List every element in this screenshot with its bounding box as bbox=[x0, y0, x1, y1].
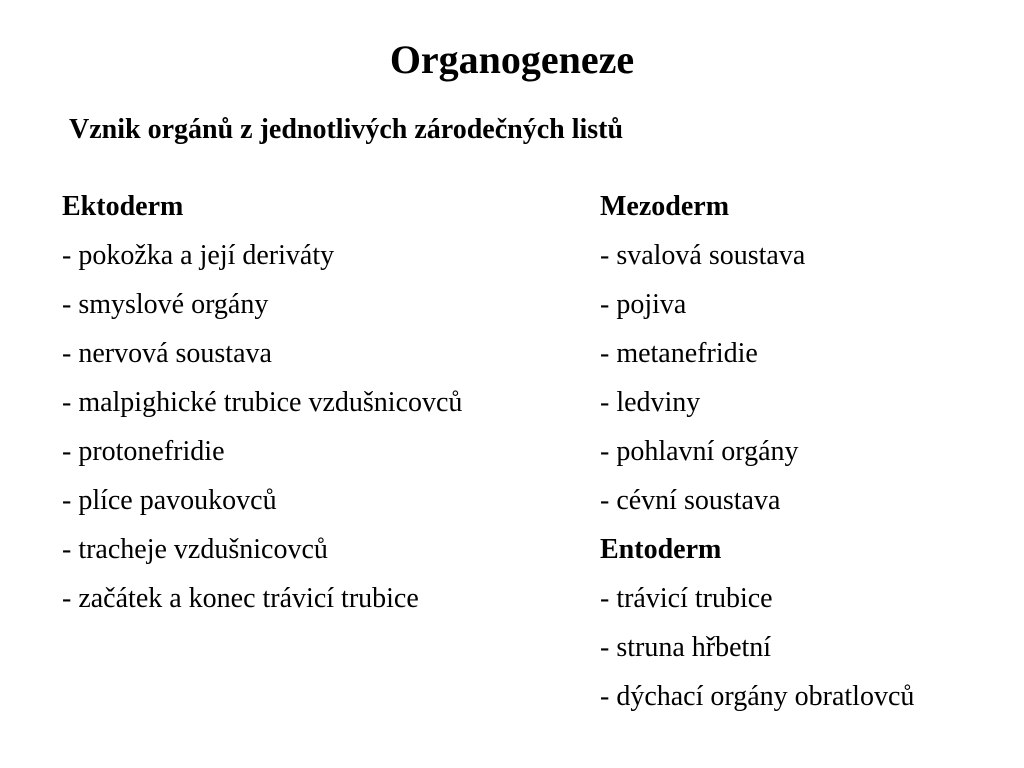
list-item: - tracheje vzdušnicovců bbox=[62, 534, 328, 565]
list-item: - svalová soustava bbox=[600, 240, 806, 271]
list-item: - cévní soustava bbox=[600, 485, 781, 516]
list-item: - nervová soustava bbox=[62, 338, 272, 369]
list-item: - smyslové orgány bbox=[62, 289, 269, 320]
list-item: - malpighické trubice vzdušnicovců bbox=[62, 387, 463, 418]
list-item: - pokožka a její deriváty bbox=[62, 240, 335, 271]
list-item: - struna hřbetní bbox=[600, 632, 772, 663]
mezoderm-entoderm-column bbox=[600, 189, 1010, 728]
list-item: - dýchací orgány obratlovců bbox=[600, 681, 915, 712]
entoderm-list bbox=[600, 581, 1010, 715]
list-item: - pohlavní orgány bbox=[600, 436, 799, 467]
mezoderm-list bbox=[600, 238, 1010, 519]
list-item: - protonefridie bbox=[62, 436, 225, 467]
entoderm-heading: Entoderm bbox=[600, 534, 722, 565]
list-item: - plíce pavoukovců bbox=[62, 485, 277, 516]
page-title: Organogeneze bbox=[389, 37, 635, 82]
ektoderm-column bbox=[62, 189, 582, 630]
mezoderm-heading: Mezoderm bbox=[600, 191, 730, 222]
list-item: - začátek a konec trávicí trubice bbox=[62, 583, 419, 614]
ektoderm-heading: Ektoderm bbox=[62, 191, 184, 222]
list-item: - trávicí trubice bbox=[600, 583, 773, 614]
list-item: - pojiva bbox=[600, 289, 687, 320]
list-item: - ledviny bbox=[600, 387, 701, 418]
ektoderm-list bbox=[62, 238, 582, 617]
page-subtitle: Vznik orgánů z jednotlivých zárodečných listů bbox=[69, 114, 624, 145]
list-item: - metanefridie bbox=[600, 338, 758, 369]
